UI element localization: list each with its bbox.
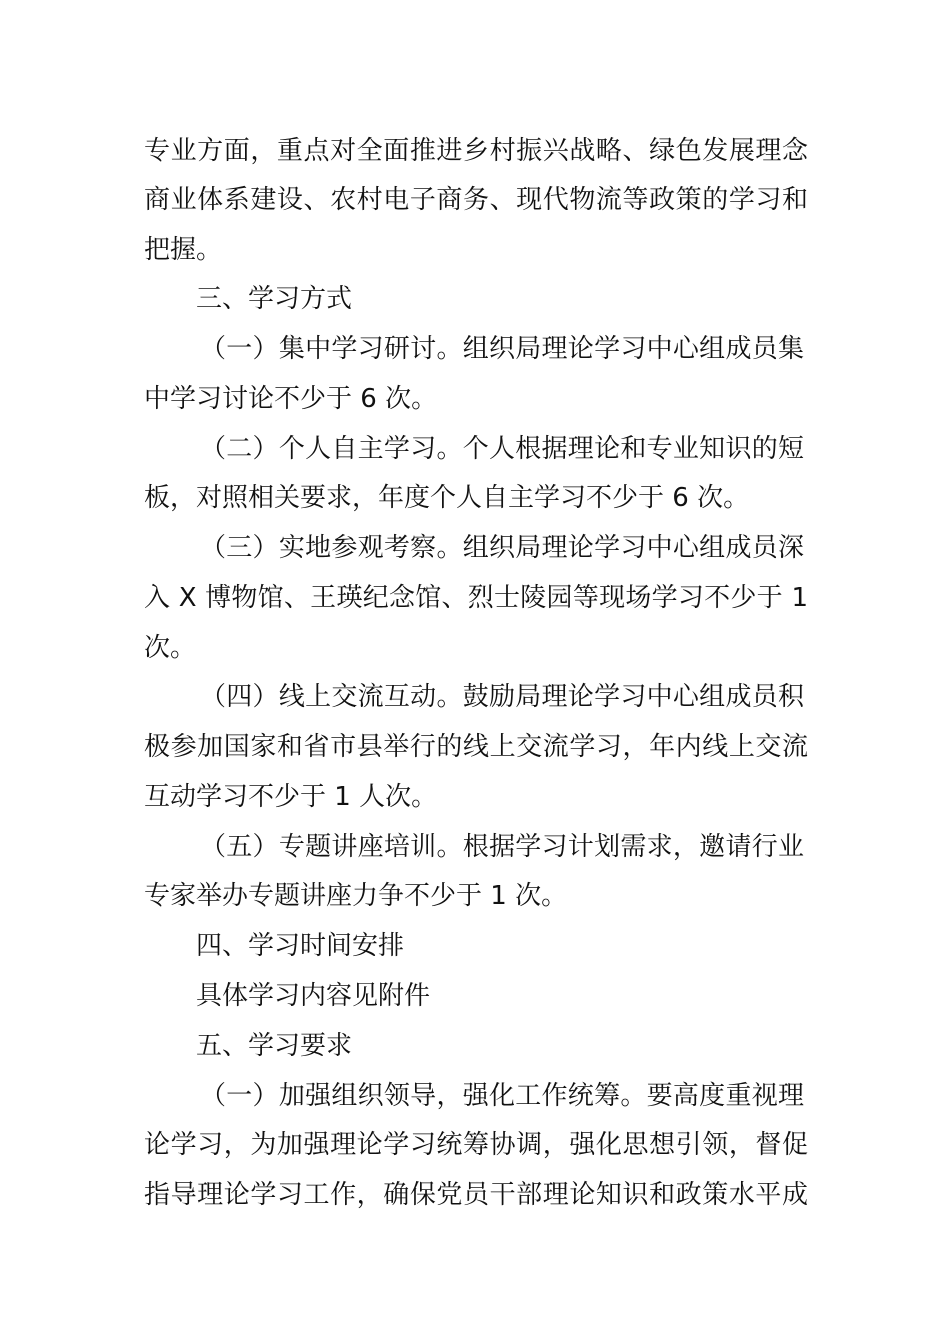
text-line: 论学习，为加强理论学习统筹协调，强化思想引领，督促 [144, 1130, 808, 1160]
text-line: 互动学习不少于 1 人次。 [144, 782, 438, 812]
text-line: 专业方面，重点对全面推进乡村振兴战略、绿色发展理念 [144, 136, 808, 166]
text-line: 指导理论学习工作，确保党员干部理论知识和政策水平成 [144, 1180, 808, 1210]
text-line: （三）实地参观考察。组织局理论学习中心组成员深 [200, 533, 804, 563]
text-line: 商业体系建设、农村电子商务、现代物流等政策的学习和 [144, 185, 808, 215]
text-line: （一）集中学习研讨。组织局理论学习中心组成员集 [200, 334, 804, 364]
text-line: 中学习讨论不少于 6 次。 [144, 384, 438, 414]
text-line: 次。 [144, 633, 197, 663]
text-line: （二）个人自主学习。个人根据理论和专业知识的短 [200, 434, 804, 464]
text-line: 入 X 博物馆、王瑛纪念馆、烈士陵园等现场学习不少于 1 [144, 583, 808, 613]
section-heading: 四、学习时间安排 [196, 931, 405, 961]
text-line: （四）线上交流互动。鼓励局理论学习中心组成员积 [200, 682, 804, 712]
text-line: （一）加强组织领导，强化工作统筹。要高度重视理 [200, 1081, 804, 1111]
text-line: 板，对照相关要求，年度个人自主学习不少于 6 次。 [144, 483, 750, 513]
text-line: 专家举办专题讲座力争不少于 1 次。 [144, 881, 568, 911]
section-heading: 五、学习要求 [196, 1031, 353, 1061]
text-line: 极参加国家和省市县举行的线上交流学习，年内线上交流 [144, 732, 808, 762]
text-line: （五）专题讲座培训。根据学习计划需求，邀请行业 [200, 832, 804, 862]
section-heading: 三、学习方式 [196, 284, 353, 314]
text-line: 把握。 [144, 235, 223, 265]
text-line: 具体学习内容见附件 [196, 981, 431, 1011]
